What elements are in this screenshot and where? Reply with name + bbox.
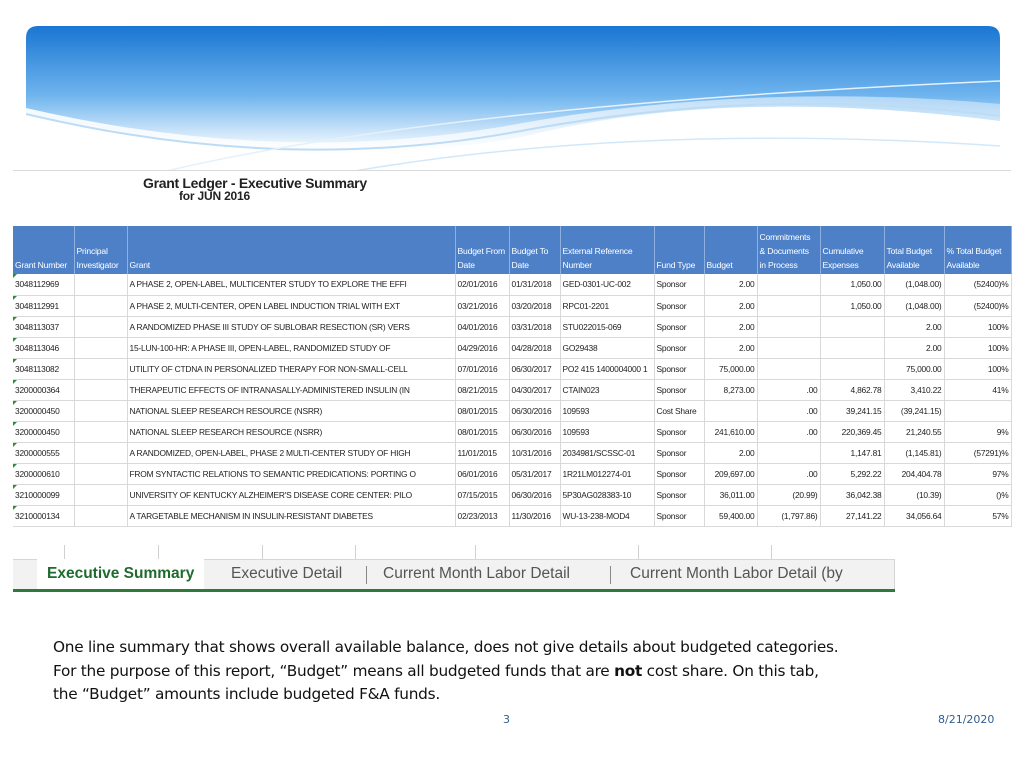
- table-row: [13, 295, 1011, 316]
- table-cell: [757, 295, 820, 316]
- table-cell: [74, 442, 127, 463]
- table-cell: 34,056.64: [884, 505, 944, 526]
- table-cell: 3200000555: [13, 442, 74, 463]
- table-cell: .00: [757, 421, 820, 442]
- table-row: [13, 337, 1011, 358]
- table-cell: 06/30/2016: [509, 400, 560, 421]
- table-cell: 02/01/2016: [455, 274, 509, 295]
- column-header: Total Budget Available: [884, 226, 944, 274]
- table-row: [13, 316, 1011, 337]
- table-cell: (10.39): [884, 484, 944, 505]
- table-cell: A PHASE 2, OPEN-LABEL, MULTICENTER STUDY TO EXPLORE THE EFFI: [127, 274, 455, 295]
- table-cell: 06/30/2017: [509, 358, 560, 379]
- report-period: for JUN 2016: [179, 189, 250, 203]
- table-cell: 21,240.55: [884, 421, 944, 442]
- table-cell: 3210000134: [13, 505, 74, 526]
- table-cell: [74, 295, 127, 316]
- table-cell: Sponsor: [654, 316, 704, 337]
- report-title: Grant Ledger - Executive Summary: [143, 175, 367, 191]
- table-cell: 27,141.22: [820, 505, 884, 526]
- table-cell: (20.99): [757, 484, 820, 505]
- table-cell: 3200000364: [13, 379, 74, 400]
- table-cell: [74, 463, 127, 484]
- table-cell: .00: [757, 400, 820, 421]
- caption-line-3: the “Budget” amounts include budgeted F&A funds.: [53, 685, 440, 703]
- table-cell: 8,273.00: [704, 379, 757, 400]
- table-cell: [757, 274, 820, 295]
- tab-current-month-labor-detail-by[interactable]: Current Month Labor Detail (by: [630, 565, 843, 582]
- table-cell: 04/29/2016: [455, 337, 509, 358]
- grant-ledger-table: [13, 226, 1012, 527]
- table-cell: (57291)%: [944, 442, 1011, 463]
- column-header: External Reference Number: [560, 226, 654, 274]
- table-cell: A RANDOMIZED, OPEN-LABEL, PHASE 2 MULTI-CENTER STUDY OF HIGH: [127, 442, 455, 463]
- table-cell: [74, 400, 127, 421]
- table-cell: 3048112991: [13, 295, 74, 316]
- table-cell: Sponsor: [654, 505, 704, 526]
- table-cell: 100%: [944, 316, 1011, 337]
- table-cell: A TARGETABLE MECHANISM IN INSULIN-RESISTANT DIABETES: [127, 505, 455, 526]
- table-cell: 2.00: [704, 274, 757, 295]
- table-cell: 2.00: [704, 295, 757, 316]
- table-cell: 08/01/2015: [455, 421, 509, 442]
- table-cell: (1,145.81): [884, 442, 944, 463]
- table-cell: [74, 337, 127, 358]
- slide-date: 8/21/2020: [938, 713, 995, 726]
- table-cell: 05/31/2017: [509, 463, 560, 484]
- table-cell: [704, 400, 757, 421]
- tab-current-month-labor-detail[interactable]: Current Month Labor Detail: [383, 565, 570, 582]
- table-row: [13, 463, 1011, 484]
- table-cell: 1R21LM012274-01: [560, 463, 654, 484]
- table-cell: 04/30/2017: [509, 379, 560, 400]
- table-row: [13, 379, 1011, 400]
- table-cell: ()%: [944, 484, 1011, 505]
- table-cell: [74, 505, 127, 526]
- table-cell: (52400)%: [944, 295, 1011, 316]
- table-cell: 2.00: [884, 316, 944, 337]
- table-cell: 3048112969: [13, 274, 74, 295]
- table-cell: [74, 421, 127, 442]
- table-cell: (1,797.86): [757, 505, 820, 526]
- table-cell: 109593: [560, 400, 654, 421]
- table-cell: 3048113037: [13, 316, 74, 337]
- table-cell: (52400)%: [944, 274, 1011, 295]
- table-cell: 2.00: [704, 316, 757, 337]
- table-cell: 04/28/2018: [509, 337, 560, 358]
- table-cell: 75,000.00: [704, 358, 757, 379]
- table-cell: THERAPEUTIC EFFECTS OF INTRANASALLY-ADMINISTERED INSULIN (IN: [127, 379, 455, 400]
- table-cell: CTAIN023: [560, 379, 654, 400]
- table-cell: 3200000450: [13, 421, 74, 442]
- tab-executive-detail[interactable]: Executive Detail: [231, 565, 343, 582]
- caption-line-1: One line summary that shows overall available balance, does not give details about budgeted categories.: [53, 638, 839, 656]
- column-header: Fund Type: [654, 226, 704, 274]
- table-cell: 241,610.00: [704, 421, 757, 442]
- table-cell: 5P30AG028383-10: [560, 484, 654, 505]
- table-cell: 08/01/2015: [455, 400, 509, 421]
- table-row: [13, 442, 1011, 463]
- table-cell: [757, 358, 820, 379]
- slide-caption: [53, 636, 973, 707]
- table-cell: 06/30/2016: [509, 484, 560, 505]
- table-cell: UTILITY OF CTDNA IN PERSONALIZED THERAPY FOR NON-SMALL-CELL: [127, 358, 455, 379]
- table-cell: 39,241.15: [820, 400, 884, 421]
- table-cell: WU-13-238-MOD4: [560, 505, 654, 526]
- table-cell: Sponsor: [654, 337, 704, 358]
- table-cell: Sponsor: [654, 442, 704, 463]
- table-cell: 3200000450: [13, 400, 74, 421]
- table-cell: 11/01/2015: [455, 442, 509, 463]
- column-header: Budget To Date: [509, 226, 560, 274]
- column-header: Principal Investigator: [74, 226, 127, 274]
- table-cell: 2.00: [704, 442, 757, 463]
- table-cell: 2.00: [884, 337, 944, 358]
- table-cell: 3048113046: [13, 337, 74, 358]
- table-cell: 01/31/2018: [509, 274, 560, 295]
- caption-bold-not: not: [614, 661, 643, 680]
- table-cell: 11/30/2016: [509, 505, 560, 526]
- table-cell: [944, 400, 1011, 421]
- table-cell: 100%: [944, 358, 1011, 379]
- table-cell: Sponsor: [654, 274, 704, 295]
- table-cell: .00: [757, 463, 820, 484]
- ledger-spreadsheet: [13, 170, 1011, 528]
- table-cell: 06/30/2016: [509, 421, 560, 442]
- table-cell: [820, 358, 884, 379]
- table-cell: 100%: [944, 337, 1011, 358]
- table-cell: Sponsor: [654, 484, 704, 505]
- table-cell: 08/21/2015: [455, 379, 509, 400]
- table-cell: [74, 316, 127, 337]
- column-header: Grant: [127, 226, 455, 274]
- table-cell: 3048113082: [13, 358, 74, 379]
- table-cell: Cost Share: [654, 400, 704, 421]
- table-cell: 109593: [560, 421, 654, 442]
- table-cell: 04/01/2016: [455, 316, 509, 337]
- table-cell: [820, 316, 884, 337]
- table-cell: GED-0301-UC-002: [560, 274, 654, 295]
- table-cell: [757, 337, 820, 358]
- table-cell: 1,050.00: [820, 295, 884, 316]
- table-row: [13, 505, 1011, 526]
- table-cell: Sponsor: [654, 421, 704, 442]
- table-cell: 03/20/2018: [509, 295, 560, 316]
- table-cell: UNIVERSITY OF KENTUCKY ALZHEIMER'S DISEASE CORE CENTER: PILO: [127, 484, 455, 505]
- table-cell: 204,404.78: [884, 463, 944, 484]
- column-header: Grant Number: [13, 226, 74, 274]
- column-header: Budget: [704, 226, 757, 274]
- table-cell: [757, 442, 820, 463]
- column-header: % Total Budget Available: [944, 226, 1011, 274]
- table-cell: [74, 358, 127, 379]
- table-row: [13, 400, 1011, 421]
- caption-line-2: For the purpose of this report, “Budget” means all budgeted funds that are not cost share. On this tab,: [53, 661, 819, 680]
- column-header: Cumulative Expenses: [820, 226, 884, 274]
- table-cell: 5,292.22: [820, 463, 884, 484]
- table-cell: (1,048.00): [884, 295, 944, 316]
- table-row: [13, 358, 1011, 379]
- table-cell: 03/21/2016: [455, 295, 509, 316]
- table-row: [13, 484, 1011, 505]
- header-wave-banner: [26, 26, 1000, 176]
- table-cell: 4,862.78: [820, 379, 884, 400]
- table-cell: .00: [757, 379, 820, 400]
- table-cell: [74, 484, 127, 505]
- table-cell: NATIONAL SLEEP RESEARCH RESOURCE (NSRR): [127, 421, 455, 442]
- table-cell: Sponsor: [654, 295, 704, 316]
- table-cell: PO2 415 1400004000 1: [560, 358, 654, 379]
- table-cell: 59,400.00: [704, 505, 757, 526]
- report-title-block: [143, 175, 367, 203]
- table-header-row: [13, 226, 1011, 274]
- table-cell: 10/31/2016: [509, 442, 560, 463]
- table-cell: GO29438: [560, 337, 654, 358]
- table-cell: 220,369.45: [820, 421, 884, 442]
- table-cell: 97%: [944, 463, 1011, 484]
- table-cell: 07/01/2016: [455, 358, 509, 379]
- table-cell: 3210000099: [13, 484, 74, 505]
- table-cell: 1,147.81: [820, 442, 884, 463]
- table-cell: A PHASE 2, MULTI-CENTER, OPEN LABEL INDUCTION TRIAL WITH EXT: [127, 295, 455, 316]
- column-header: Commitments & Documents in Process: [757, 226, 820, 274]
- table-cell: 36,011.00: [704, 484, 757, 505]
- table-cell: 2034981/SCSSC-01: [560, 442, 654, 463]
- table-cell: 02/23/2013: [455, 505, 509, 526]
- table-cell: Sponsor: [654, 463, 704, 484]
- table-cell: NATIONAL SLEEP RESEARCH RESOURCE (NSRR): [127, 400, 455, 421]
- table-cell: Sponsor: [654, 358, 704, 379]
- table-cell: 9%: [944, 421, 1011, 442]
- table-row: [13, 274, 1011, 295]
- table-cell: A RANDOMIZED PHASE III STUDY OF SUBLOBAR RESECTION (SR) VERS: [127, 316, 455, 337]
- table-cell: (39,241.15): [884, 400, 944, 421]
- tab-executive-summary[interactable]: Executive Summary: [37, 559, 204, 592]
- column-header: Budget From Date: [455, 226, 509, 274]
- table-cell: 1,050.00: [820, 274, 884, 295]
- table-cell: [74, 274, 127, 295]
- table-cell: 2.00: [704, 337, 757, 358]
- table-cell: 15-LUN-100-HR: A PHASE III, OPEN-LABEL, RANDOMIZED STUDY OF: [127, 337, 455, 358]
- table-cell: 03/31/2018: [509, 316, 560, 337]
- table-cell: 06/01/2016: [455, 463, 509, 484]
- table-cell: [820, 337, 884, 358]
- table-cell: 209,697.00: [704, 463, 757, 484]
- table-cell: 3,410.22: [884, 379, 944, 400]
- table-cell: Sponsor: [654, 379, 704, 400]
- table-cell: 3200000610: [13, 463, 74, 484]
- table-cell: [74, 379, 127, 400]
- table-cell: 07/15/2015: [455, 484, 509, 505]
- table-cell: 57%: [944, 505, 1011, 526]
- table-cell: [757, 316, 820, 337]
- table-cell: (1,048.00): [884, 274, 944, 295]
- sheet-tab-bar: [13, 545, 895, 593]
- table-cell: RPC01-2201: [560, 295, 654, 316]
- table-cell: 75,000.00: [884, 358, 944, 379]
- table-row: [13, 421, 1011, 442]
- table-cell: FROM SYNTACTIC RELATIONS TO SEMANTIC PREDICATIONS: PORTING O: [127, 463, 455, 484]
- table-cell: STU022015-069: [560, 316, 654, 337]
- table-cell: 41%: [944, 379, 1011, 400]
- table-cell: 36,042.38: [820, 484, 884, 505]
- slide-number: 3: [503, 713, 510, 726]
